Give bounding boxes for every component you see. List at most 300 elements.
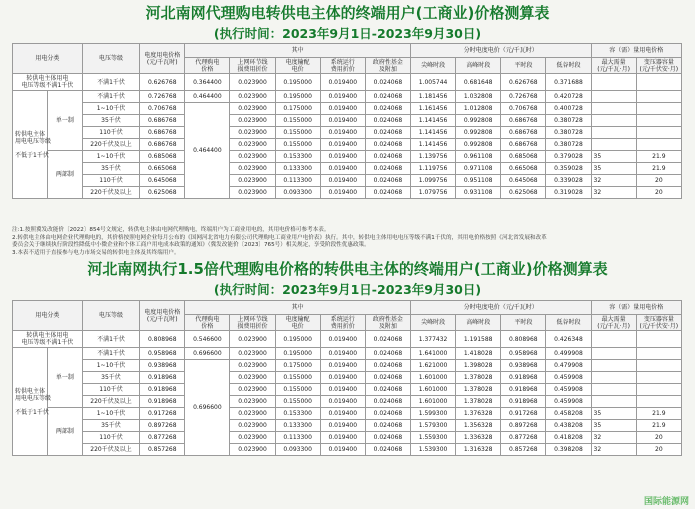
value-cell: 0.686768 [140, 115, 185, 127]
transformer-capacity-cell: 21.9 [636, 151, 681, 163]
value-cell: 1.005744 [411, 74, 456, 91]
value-cell: 0.992808 [456, 115, 501, 127]
note-line: 2.转供电主体由电网企业代理购电的，其价格按照电网企业每月公布的《国网河北省电力有限公司代理购电工商业用户电价表》执行。其中，转供电主体用电电压等级不满1千伏的，其用电价格按照《河北省发展和改革 [12, 234, 547, 241]
note-line: 注:1.按照冀发改能价〔2022〕854号文规定，转供电主体由电网代理购电，终端用户为工商业用电的，其用电价格可参考本表。 [12, 227, 330, 233]
value-cell: 0.706768 [140, 103, 185, 115]
empty-cell [636, 91, 681, 103]
value-cell: 0.133300 [275, 420, 320, 432]
header-time-of-use: 分时电度电价（元/千瓦时） [411, 44, 592, 58]
header-time-of-use: 分时电度电价（元/千瓦时） [411, 301, 592, 315]
value-cell: 0.420728 [546, 91, 591, 103]
category-cell: 转供电主体用电 电压等级不满1千伏 [13, 74, 83, 91]
empty-cell [636, 127, 681, 139]
value-cell: 0.019400 [320, 91, 365, 103]
header-capacity: 容（需）量用电价格 [591, 301, 681, 315]
value-cell: 0.024068 [365, 396, 410, 408]
value-cell: 0.023900 [230, 396, 275, 408]
value-cell: 0.024068 [365, 139, 410, 151]
empty-cell [636, 139, 681, 151]
value-cell: 0.706768 [501, 103, 546, 115]
voltage-level-cell: 220千伏及以上 [82, 139, 139, 151]
value-cell: 0.195000 [275, 331, 320, 348]
table1 [12, 43, 682, 199]
voltage-level-cell: 不满1千伏 [82, 348, 139, 360]
value-cell: 0.019400 [320, 408, 365, 420]
value-cell: 0.877268 [140, 432, 185, 444]
empty-cell [636, 74, 681, 91]
max-demand-cell: 35 [591, 408, 636, 420]
value-cell: 0.857268 [140, 444, 185, 456]
empty-cell [591, 360, 636, 372]
value-cell: 1.161456 [411, 103, 456, 115]
header-category: 用电分类 [13, 301, 83, 331]
value-cell: 0.024068 [365, 151, 410, 163]
value-cell: 0.459908 [546, 384, 591, 396]
value-cell: 0.023900 [230, 91, 275, 103]
header-peak: 尖峰时段 [411, 58, 456, 74]
voltage-level-cell: 110千伏 [82, 384, 139, 396]
value-cell: 1.119756 [411, 163, 456, 175]
max-demand-cell: 32 [591, 432, 636, 444]
value-cell: 0.961108 [456, 151, 501, 163]
value-cell: 0.019400 [320, 331, 365, 348]
watermark-logo: 国际能源网 [643, 497, 689, 507]
value-cell: 0.024068 [365, 408, 410, 420]
voltage-level-cell: 35千伏 [82, 115, 139, 127]
value-cell: 0.019400 [320, 74, 365, 91]
header-low: 低谷时段 [546, 315, 591, 331]
value-cell: 0.681648 [456, 74, 501, 91]
value-cell: 1.601000 [411, 384, 456, 396]
value-cell: 0.023900 [230, 331, 275, 348]
value-cell: 1.579300 [411, 420, 456, 432]
header-p2: 上网环节线 损费用折价 [230, 58, 275, 74]
value-cell: 0.023900 [230, 175, 275, 187]
value-cell: 0.464400 [185, 103, 230, 199]
value-cell: 0.019400 [320, 348, 365, 360]
transformer-capacity-cell: 20 [636, 444, 681, 456]
value-cell: 0.918968 [140, 396, 185, 408]
empty-cell [591, 384, 636, 396]
value-cell: 0.464400 [185, 91, 230, 103]
value-cell: 0.625068 [501, 187, 546, 199]
value-cell: 0.175000 [275, 103, 320, 115]
value-cell: 0.426348 [546, 331, 591, 348]
value-cell: 0.024068 [365, 115, 410, 127]
value-cell: 0.024068 [365, 127, 410, 139]
value-cell: 0.019400 [320, 372, 365, 384]
value-cell: 0.931108 [456, 187, 501, 199]
single-system-label: 单一制 [47, 348, 82, 408]
value-cell: 0.019400 [320, 163, 365, 175]
transformer-capacity-cell: 20 [636, 187, 681, 199]
value-cell: 0.155000 [275, 127, 320, 139]
value-cell: 0.019400 [320, 175, 365, 187]
transformer-capacity-cell: 20 [636, 432, 681, 444]
value-cell: 0.645068 [140, 175, 185, 187]
value-cell: 0.023900 [230, 127, 275, 139]
value-cell: 0.019400 [320, 115, 365, 127]
value-cell: 1.141456 [411, 127, 456, 139]
max-demand-cell: 35 [591, 420, 636, 432]
value-cell: 0.113300 [275, 432, 320, 444]
value-cell: 0.686768 [501, 127, 546, 139]
value-cell: 0.897268 [140, 420, 185, 432]
transformer-capacity-cell: 20 [636, 175, 681, 187]
value-cell: 1.378028 [456, 384, 501, 396]
value-cell: 0.917268 [140, 408, 185, 420]
value-cell: 0.024068 [365, 187, 410, 199]
value-cell: 0.992808 [456, 127, 501, 139]
empty-cell [636, 396, 681, 408]
value-cell: 0.019400 [320, 384, 365, 396]
value-cell: 0.380728 [546, 127, 591, 139]
value-cell: 0.023900 [230, 360, 275, 372]
voltage-level-cell: 220千伏及以上 [82, 444, 139, 456]
value-cell: 0.155000 [275, 396, 320, 408]
empty-cell [636, 348, 681, 360]
value-cell: 0.153300 [275, 151, 320, 163]
value-cell: 0.195000 [275, 74, 320, 91]
value-cell: 1.377432 [411, 331, 456, 348]
value-cell: 0.019400 [320, 444, 365, 456]
value-cell: 0.023900 [230, 139, 275, 151]
value-cell: 1.032808 [456, 91, 501, 103]
header-p4: 系统运行 费用折价 [320, 58, 365, 74]
header-max: 最大需量 (元/千瓦·月) [591, 58, 636, 74]
value-cell: 0.918968 [501, 384, 546, 396]
value-cell: 0.023900 [230, 384, 275, 396]
value-cell: 0.938968 [140, 360, 185, 372]
table1-exec-time: (执行时间：2023年9月1日-2023年9月30日) [213, 26, 482, 41]
empty-cell [591, 139, 636, 151]
voltage-level-cell: 1~10千伏 [82, 360, 139, 372]
value-cell: 0.459908 [546, 396, 591, 408]
empty-cell [591, 115, 636, 127]
value-cell: 0.438208 [546, 420, 591, 432]
voltage-level-cell: 220千伏及以上 [82, 396, 139, 408]
value-cell: 0.625068 [140, 187, 185, 199]
value-cell: 0.665068 [501, 163, 546, 175]
value-cell: 0.023900 [230, 408, 275, 420]
voltage-level-cell: 不满1千伏 [82, 91, 139, 103]
value-cell: 0.686768 [501, 115, 546, 127]
value-cell: 0.918968 [140, 384, 185, 396]
value-cell: 0.499908 [546, 348, 591, 360]
value-cell: 0.024068 [365, 372, 410, 384]
value-cell: 0.023900 [230, 151, 275, 163]
header-low: 低谷时段 [546, 58, 591, 74]
empty-cell [591, 372, 636, 384]
category-cell: 转供电主体用电 电压等级不满1千伏 [13, 331, 83, 348]
value-cell: 0.546600 [185, 331, 230, 348]
value-cell: 0.418208 [546, 432, 591, 444]
value-cell: 0.685068 [501, 151, 546, 163]
empty-cell [636, 115, 681, 127]
header-components: 其中 [185, 44, 411, 58]
value-cell: 0.918968 [501, 396, 546, 408]
value-cell: 0.023900 [230, 74, 275, 91]
header-high: 高峰时段 [456, 315, 501, 331]
header-p3: 电度输配 电价 [275, 315, 320, 331]
value-cell: 0.479908 [546, 360, 591, 372]
header-p2: 上网环节线 损费用折价 [230, 315, 275, 331]
header-peak: 尖峰时段 [411, 315, 456, 331]
value-cell: 0.023900 [230, 163, 275, 175]
empty-cell [591, 127, 636, 139]
value-cell: 1.398028 [456, 360, 501, 372]
voltage-level-cell: 不满1千伏 [82, 74, 139, 91]
category-cell: 转供电主体 用电电压等级 不低于1千伏 [13, 348, 48, 456]
header-p5: 政府性基金 及附加 [365, 315, 410, 331]
value-cell: 0.696600 [185, 360, 230, 456]
empty-cell [636, 384, 681, 396]
header-p4: 系统运行 费用折价 [320, 315, 365, 331]
max-demand-cell: 32 [591, 187, 636, 199]
value-cell: 0.398208 [546, 444, 591, 456]
voltage-level-cell: 不满1千伏 [82, 331, 139, 348]
value-cell: 0.019400 [320, 103, 365, 115]
value-cell: 0.023900 [230, 372, 275, 384]
single-system-label: 单一制 [47, 91, 82, 151]
value-cell: 0.696600 [185, 348, 230, 360]
header-voltage-level: 电压等级 [82, 44, 139, 74]
value-cell: 0.626768 [140, 74, 185, 91]
value-cell: 0.400728 [546, 103, 591, 115]
value-cell: 0.857268 [501, 444, 546, 456]
empty-cell [591, 91, 636, 103]
max-demand-cell: 35 [591, 151, 636, 163]
voltage-level-cell: 110千伏 [82, 432, 139, 444]
value-cell: 0.380728 [546, 139, 591, 151]
value-cell: 0.958968 [501, 348, 546, 360]
value-cell: 0.938968 [501, 360, 546, 372]
category-cell: 转供电主体 用电电压等级 不低于1千伏 [13, 91, 48, 199]
value-cell: 1.599300 [411, 408, 456, 420]
value-cell: 0.371688 [546, 74, 591, 91]
header-p5: 政府性基金 及附加 [365, 58, 410, 74]
value-cell: 1.191588 [456, 331, 501, 348]
transformer-capacity-cell: 21.9 [636, 420, 681, 432]
value-cell: 0.019400 [320, 139, 365, 151]
value-cell: 0.685068 [140, 151, 185, 163]
value-cell: 1.601000 [411, 372, 456, 384]
header-category: 用电分类 [13, 44, 83, 74]
value-cell: 0.897268 [501, 420, 546, 432]
value-cell: 0.024068 [365, 163, 410, 175]
value-cell: 1.099756 [411, 175, 456, 187]
header-capacity: 容（需）量用电价格 [591, 44, 681, 58]
empty-cell [591, 348, 636, 360]
value-cell: 0.958968 [140, 348, 185, 360]
value-cell: 0.019400 [320, 360, 365, 372]
value-cell: 0.024068 [365, 331, 410, 348]
value-cell: 0.023900 [230, 348, 275, 360]
table1-title: 河北南网代理购电转供电主体的终端用户(工商业)价格测算表 [145, 4, 550, 22]
value-cell: 0.175000 [275, 360, 320, 372]
value-cell: 1.559300 [411, 432, 456, 444]
value-cell: 1.139756 [411, 151, 456, 163]
empty-cell [591, 331, 636, 348]
value-cell: 0.023900 [230, 420, 275, 432]
value-cell: 0.726768 [140, 91, 185, 103]
value-cell: 0.024068 [365, 384, 410, 396]
header-flat: 平时段 [501, 315, 546, 331]
value-cell: 0.024068 [365, 348, 410, 360]
value-cell: 0.019400 [320, 127, 365, 139]
value-cell: 0.339028 [546, 175, 591, 187]
empty-cell [636, 360, 681, 372]
value-cell: 1.418028 [456, 348, 501, 360]
value-cell: 0.155000 [275, 139, 320, 151]
value-cell: 0.093300 [275, 444, 320, 456]
voltage-level-cell: 35千伏 [82, 420, 139, 432]
voltage-level-cell: 110千伏 [82, 175, 139, 187]
value-cell: 0.024068 [365, 175, 410, 187]
value-cell: 0.971108 [456, 163, 501, 175]
transformer-capacity-cell: 21.9 [636, 163, 681, 175]
value-cell: 0.155000 [275, 115, 320, 127]
value-cell: 0.686768 [140, 127, 185, 139]
value-cell: 0.133300 [275, 163, 320, 175]
value-cell: 0.023900 [230, 115, 275, 127]
value-cell: 0.019400 [320, 187, 365, 199]
empty-cell [636, 372, 681, 384]
voltage-level-cell: 35千伏 [82, 163, 139, 175]
note-line: 3.本表不适用于直接参与电力市场交易的转供电主体及其终端用户。 [12, 249, 180, 256]
value-cell: 0.364400 [185, 74, 230, 91]
value-cell: 0.019400 [320, 151, 365, 163]
value-cell: 0.019400 [320, 432, 365, 444]
value-cell: 1.601000 [411, 396, 456, 408]
table2-exec-time: (执行时间：2023年9月1日-2023年9月30日) [213, 282, 482, 297]
value-cell: 1.336328 [456, 432, 501, 444]
value-cell: 1.621000 [411, 360, 456, 372]
value-cell: 1.141456 [411, 139, 456, 151]
value-cell: 1.641000 [411, 348, 456, 360]
value-cell: 1.012808 [456, 103, 501, 115]
value-cell: 1.376328 [456, 408, 501, 420]
value-cell: 0.023900 [230, 444, 275, 456]
value-cell: 1.316328 [456, 444, 501, 456]
value-cell: 0.665068 [140, 163, 185, 175]
header-max: 最大需量 (元/千瓦·月) [591, 315, 636, 331]
value-cell: 0.024068 [365, 444, 410, 456]
value-cell: 0.024068 [365, 420, 410, 432]
value-cell: 0.992808 [456, 139, 501, 151]
value-cell: 0.459908 [546, 372, 591, 384]
table2-title: 河北南网执行1.5倍代理购电价格的转供电主体的终端用户(工商业)价格测算表 [87, 260, 608, 278]
value-cell: 0.808968 [140, 331, 185, 348]
value-cell: 0.917268 [501, 408, 546, 420]
voltage-level-cell: 1~10千伏 [82, 103, 139, 115]
two-part-system-label: 两部制 [47, 408, 82, 456]
value-cell: 0.380728 [546, 115, 591, 127]
header-trans: 变压器容量 (元/千伏安·月) [636, 315, 681, 331]
value-cell: 0.359028 [546, 163, 591, 175]
header-high: 高峰时段 [456, 58, 501, 74]
transformer-capacity-cell: 21.9 [636, 408, 681, 420]
header-components: 其中 [185, 301, 411, 315]
empty-cell [591, 103, 636, 115]
header-p1: 代理购电 价格 [185, 315, 230, 331]
empty-cell [591, 396, 636, 408]
value-cell: 1.539300 [411, 444, 456, 456]
value-cell: 0.726768 [501, 91, 546, 103]
value-cell: 0.023900 [230, 432, 275, 444]
max-demand-cell: 32 [591, 444, 636, 456]
value-cell: 1.378028 [456, 372, 501, 384]
value-cell: 1.378028 [456, 396, 501, 408]
value-cell: 0.024068 [365, 432, 410, 444]
value-cell: 0.155000 [275, 384, 320, 396]
value-cell: 0.024068 [365, 74, 410, 91]
value-cell: 0.113300 [275, 175, 320, 187]
value-cell: 0.626768 [501, 74, 546, 91]
max-demand-cell: 32 [591, 175, 636, 187]
note-line: 委员会关于继续执行阶段性降低中小微企业和个体工商户用电成本政策的通知》（冀发改能价〔2023〕765号）相关规定，享受阶段性优惠政策。 [12, 242, 370, 249]
value-cell: 0.153300 [275, 408, 320, 420]
value-cell: 0.195000 [275, 91, 320, 103]
voltage-level-cell: 110千伏 [82, 127, 139, 139]
header-energy-price: 电度用电价格 (元/千瓦时) [140, 301, 185, 331]
value-cell: 0.686768 [501, 139, 546, 151]
value-cell: 1.356328 [456, 420, 501, 432]
value-cell: 1.181456 [411, 91, 456, 103]
value-cell: 0.808968 [501, 331, 546, 348]
value-cell: 0.024068 [365, 103, 410, 115]
value-cell: 1.141456 [411, 115, 456, 127]
header-p1: 代理购电 价格 [185, 58, 230, 74]
value-cell: 0.019400 [320, 396, 365, 408]
max-demand-cell: 35 [591, 163, 636, 175]
value-cell: 1.079756 [411, 187, 456, 199]
voltage-level-cell: 35千伏 [82, 372, 139, 384]
header-energy-price: 电度用电价格 (元/千瓦时) [140, 44, 185, 74]
value-cell: 0.645068 [501, 175, 546, 187]
value-cell: 0.155000 [275, 372, 320, 384]
value-cell: 0.019400 [320, 420, 365, 432]
table1-notes [12, 227, 684, 257]
header-voltage-level: 电压等级 [82, 301, 139, 331]
value-cell: 0.918968 [501, 372, 546, 384]
voltage-level-cell: 1~10千伏 [82, 151, 139, 163]
value-cell: 0.379028 [546, 151, 591, 163]
two-part-system-label: 两部制 [47, 151, 82, 199]
value-cell: 0.024068 [365, 91, 410, 103]
empty-cell [636, 103, 681, 115]
value-cell: 0.024068 [365, 360, 410, 372]
voltage-level-cell: 1~10千伏 [82, 408, 139, 420]
header-flat: 平时段 [501, 58, 546, 74]
value-cell: 0.951108 [456, 175, 501, 187]
value-cell: 0.319028 [546, 187, 591, 199]
empty-cell [636, 331, 681, 348]
header-p3: 电度输配 电价 [275, 58, 320, 74]
value-cell: 0.458208 [546, 408, 591, 420]
value-cell: 0.686768 [140, 139, 185, 151]
value-cell: 0.195000 [275, 348, 320, 360]
value-cell: 0.918968 [140, 372, 185, 384]
header-trans: 变压器容量 (元/千伏安·月) [636, 58, 681, 74]
empty-cell [591, 74, 636, 91]
value-cell: 0.023900 [230, 187, 275, 199]
value-cell: 0.023900 [230, 103, 275, 115]
value-cell: 0.877268 [501, 432, 546, 444]
table2 [12, 300, 682, 456]
voltage-level-cell: 220千伏及以上 [82, 187, 139, 199]
value-cell: 0.093300 [275, 187, 320, 199]
